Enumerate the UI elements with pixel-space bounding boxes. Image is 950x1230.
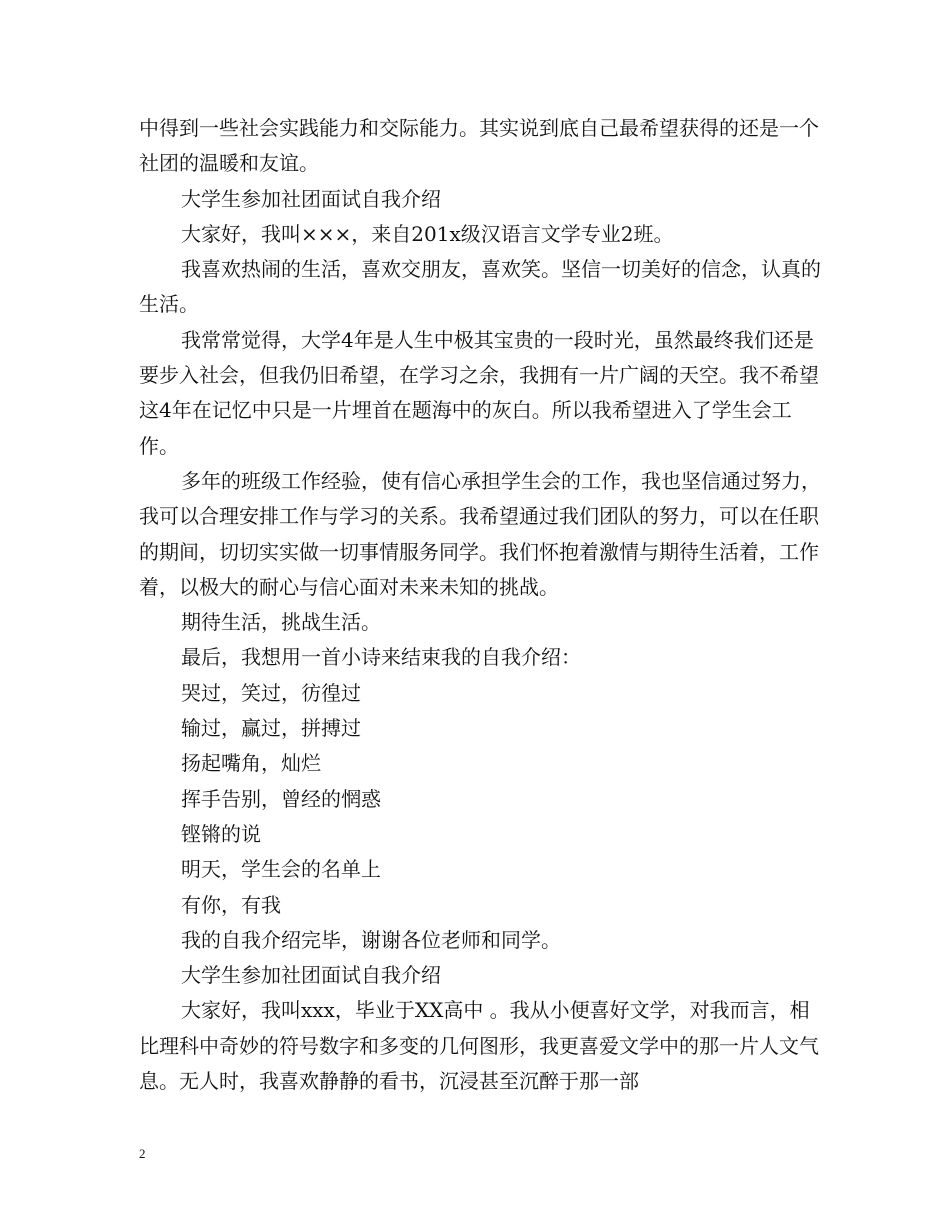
paragraph: 最后，我想用一首小诗来结束我的自我介绍： [181, 645, 581, 670]
poem-line: 有你，有我 [181, 892, 281, 917]
paragraph: 我的自我介绍完毕，谢谢各位老师和同学。 [181, 927, 561, 952]
section-heading: 大学生参加社团面试自我介绍 [181, 963, 441, 988]
section-heading: 大学生参加社团面试自我介绍 [181, 186, 441, 211]
poem-line: 明天，学生会的名单上 [181, 857, 381, 882]
poem-line: 输过，赢过，拼搏过 [181, 716, 361, 741]
poem-line: 哭过，笑过，彷徨过 [181, 680, 361, 705]
poem-line: 扬起嘴角，灿烂 [181, 751, 321, 776]
paragraph: 我常常觉得，大学4年是人生中极其宝贵的一段时光，虽然最终我们还是要步入社会，但我仍旧希望，在学习之余，我拥有一片广阔的天空。我不希望这4年在记忆中只是一片埋首在题海中的灰白。所以我希望进入了学生会工作。 [139, 327, 819, 458]
paragraph: 多年的班级工作经验，使有信心承担学生会的工作，我也坚信通过努力，我可以合理安排工作与学习的关系。我希望通过我们团队的努力，可以在任职的期间，切切实实做一切事情服务同学。我们怀抱着激情与期待生活着，工作着，以极大的耐心与信心面对未来未知的挑战。 [139, 468, 821, 599]
page-number: 2 [139, 1146, 146, 1161]
paragraph: 我喜欢热闹的生活，喜欢交朋友，喜欢笑。坚信一切美好的信念，认真的生活。 [139, 257, 821, 317]
poem-line: 挥手告别，曾经的惘惑 [181, 786, 381, 811]
paragraph: 大家好，我叫xxx，毕业于XX高中 。我从小便喜好文学，对我而言，相比理科中奇妙的符号数字和多变的几何图形，我更喜爱文学中的那一片人文气息。无人时，我喜欢静静的看书，沉浸甚至沉醉于那一部 [139, 998, 819, 1094]
paragraph: 中得到一些社会实践能力和交际能力。其实说到底自己最希望获得的还是一个社团的温暖和友谊。 [139, 116, 819, 176]
document-body [139, 111, 829, 1099]
paragraph: 大家好，我叫×××，来自201x级汉语言文学专业2班。 [181, 221, 674, 246]
paragraph: 期待生活，挑战生活。 [181, 610, 381, 635]
poem-line: 铿锵的说 [181, 821, 261, 846]
